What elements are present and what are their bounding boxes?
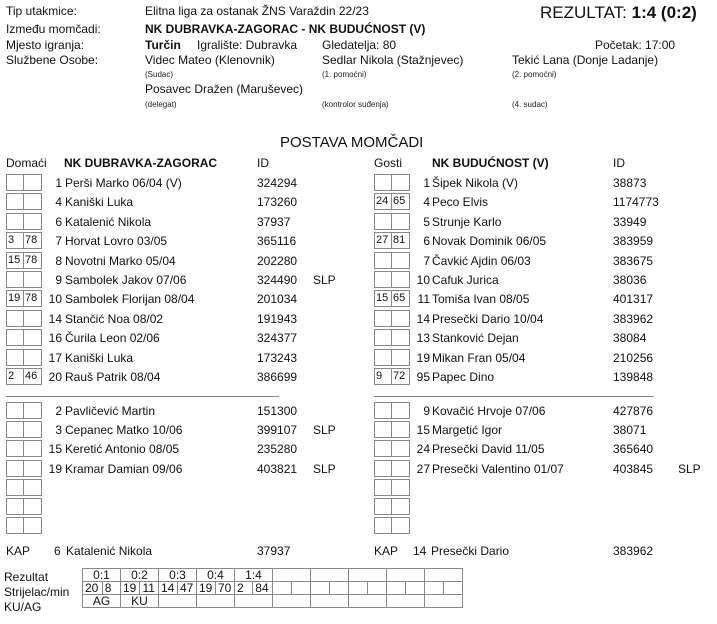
scorer-row [83,582,463,595]
player-sub-minute-box [6,329,23,346]
player-name: Stančić Noa 08/02 [65,311,164,326]
player-id: 173260 [257,195,298,210]
away-captain-name: Presečki Dario [431,544,510,558]
player-id: 324490 [257,273,298,287]
sub-in-number: 27 [376,234,389,247]
sub-box [374,402,391,419]
sub-player-name: Kovačić Hrvoje 07/06 [432,404,546,418]
sub-box [6,498,23,515]
away-subs-separator [374,396,654,397]
scorer-minute-cell [444,582,463,595]
scorer-number-cell [425,582,444,595]
result-block [540,3,697,23]
player-sub-minute-box [6,368,23,385]
score-table [82,568,463,608]
player-id: 386699 [257,370,298,384]
player-note: SLP [313,273,336,287]
scorer-minute-cell: 8 [102,582,120,595]
player-name: Rauš Patrik 08/04 [65,370,161,384]
sub-in-number: 24 [376,195,389,208]
start-time: Početak: 17:00 [595,38,676,52]
sub-player-name: Margetić Igor [432,423,503,438]
player-sub-minute-box [6,213,23,230]
player-number: 17 [48,350,62,365]
sub-box [6,421,23,438]
away-id-header: ID [613,156,625,170]
sub-player-name: Pavličević Martin [65,404,156,418]
player-sub-minute-box [374,252,391,269]
away-kap-label: KAP [374,544,399,558]
sub-box [6,440,23,457]
sub-player-name: Keretić Antonio 08/05 [65,442,180,457]
player-number: 10 [416,273,430,287]
home-kap-label: KAP [6,544,31,558]
sub-box [374,460,391,477]
scorer-minute-cell [330,582,349,595]
sub-player-id: 365640 [613,442,654,457]
player-id: 383962 [613,311,654,326]
sub-player-id: 151300 [257,404,298,418]
player-sub-minute-box [374,349,391,366]
scorer-minute-cell [368,582,387,595]
scorer-number-cell: 20 [83,582,103,595]
player-number: 9 [55,273,62,287]
player-id: 324377 [257,331,298,346]
sub-box [391,498,410,515]
player-number: 6 [55,214,62,229]
spectators-value: Gledatelja: 80 [322,38,397,52]
sub-box [23,498,42,515]
player-name: Katalenić Nikola [65,214,152,229]
player-name: Presečki Dario 10/04 [432,311,544,326]
sub-player-number: 24 [416,442,430,457]
sub-player-number: 15 [48,442,62,457]
player-number: 8 [55,253,62,268]
player-id: 401317 [613,292,654,307]
referee-role: (Sudac) [145,70,174,79]
sub-box [391,479,410,496]
player-name: Čurila Leon 02/06 [65,331,160,346]
player-name: Sambolek Jakov 07/06 [65,273,187,287]
kuag-cell: KU [121,595,159,608]
kuag-row-label: KU/AG [4,600,42,614]
sub-minute: 81 [393,234,406,247]
kuag-cell [387,595,425,608]
player-number: 1 [55,176,62,190]
pitch-value: Igralište: Dubravka [197,38,298,52]
score-cell: 0:4 [197,569,235,582]
player-name: Cafuk Jurica [432,273,499,287]
sub-player-id: 427876 [613,404,654,418]
player-sub-minute-box [6,349,23,366]
kuag-cell [349,595,387,608]
player-sub-minute-box [374,329,391,346]
player-name: Šipek Nikola (V) [432,176,519,190]
player-name: Stanković Dejan [432,331,519,346]
sub-box [6,517,23,534]
away-side-label: Gosti [374,156,403,170]
sub-player-name: Kramar Damian 09/06 [65,461,183,476]
kuag-cell: AG [83,595,121,608]
player-number: 7 [423,253,430,268]
kuag-cell [235,595,273,608]
player-sub-minute-box [374,368,391,385]
kuag-cell [311,595,349,608]
officials-label: Službene Osobe: [6,53,99,67]
sub-box [6,479,23,496]
player-id: 1174773 [613,195,659,210]
sub-player-name: Presečki Valentino 01/07 [432,461,564,476]
player-id: 38873 [613,176,647,190]
player-id: 365116 [257,234,297,249]
player-sub-minute-box [6,252,23,269]
player-number: 4 [55,195,62,210]
sub-player-note: SLP [313,461,336,476]
sub-box [374,421,391,438]
score-cell [425,569,463,582]
sub-box [374,479,391,496]
assistant1-name: Sedlar Nikola (Stažnjevec) [322,53,464,67]
sub-player-number: 27 [416,461,430,476]
scorer-number-cell [349,582,368,595]
player-id: 38084 [613,331,647,346]
sub-in-number: 9 [376,370,383,382]
sub-minute: 65 [393,292,406,305]
scorer-number-cell [387,582,406,595]
player-sub-minute-box [374,193,391,210]
player-id: 383959 [613,234,654,249]
score-cell [273,569,311,582]
player-number: 5 [423,214,430,229]
result-label: REZULTAT: [540,3,627,22]
player-sub-minute-box [6,174,23,191]
player-name: Horvat Lovro 03/05 [65,234,168,249]
player-id: 33949 [613,214,647,229]
player-name: Tomiša Ivan 08/05 [432,292,530,307]
player-number: 7 [55,234,62,249]
player-id: 383675 [613,253,654,268]
player-id: 139848 [613,370,654,384]
player-sub-minute-box [374,290,391,307]
sub-minute: 78 [25,253,38,266]
player-name: Novak Dominik 06/05 [432,234,547,249]
score-cell: 0:1 [83,569,121,582]
score-cell [387,569,425,582]
player-id: 37937 [257,214,291,229]
home-captain-name: Katalenić Nikola [66,544,153,558]
scorer-number-cell: 19 [121,582,140,595]
player-id: 191943 [257,311,298,326]
lineup-title: POSTAVA MOMČADI [280,134,424,151]
player-sub-minute-box [6,290,23,307]
sub-player-name: Cepanec Matko 10/06 [65,423,183,438]
sub-in-number: 2 [8,370,15,382]
player-number: 6 [423,234,430,249]
kuag-cell [273,595,311,608]
scorer-row-label: Strijelac/min [4,585,70,599]
sub-player-id: 235280 [257,442,298,457]
sub-minute: 46 [25,370,38,382]
assistant1-role: (1. pomoćni) [322,70,367,79]
sub-player-id: 403845 [613,461,654,476]
result-row-label: Rezultat [4,570,49,584]
scorer-number-cell [273,582,292,595]
score-cell: 0:3 [159,569,197,582]
sub-box [23,479,42,496]
scorer-minute-cell [406,582,425,595]
score-cell [349,569,387,582]
match-teams: NK DUBRAVKA-ZAGORAC - NK BUDUĆNOST (V) [145,22,426,36]
fourth-official-role: (4. sudac) [512,100,548,109]
player-sub-minute-box [6,232,23,249]
player-name: Čavkić Ajdin 06/03 [432,253,531,268]
sub-minute: 65 [393,195,406,208]
player-id: 324294 [257,176,298,190]
assistant2-role: (2. pomoćni) [512,70,557,79]
player-name: Kaniški Luka [65,195,134,210]
sub-minute: 78 [25,234,38,247]
sub-box [6,460,23,477]
scorer-minute-cell: 47 [178,582,197,595]
sub-player-id: 38071 [613,423,647,438]
scorer-minute-cell: 84 [253,582,273,595]
player-sub-minute-box [374,174,391,191]
sub-box [374,498,391,515]
match-type-label: Tip utakmice: [6,4,77,18]
sub-box [391,517,410,534]
player-number: 4 [423,195,430,210]
delegate-role: (delegat) [145,100,177,109]
player-sub-minute-box [374,213,391,230]
score-cell: 0:2 [121,569,159,582]
player-sub-minute-box [374,271,391,288]
sub-player-name: Presečki David 11/05 [432,442,545,457]
player-id: 38036 [613,273,647,287]
away-captain-number: 14 [413,544,427,558]
sub-minute: 72 [393,370,406,382]
home-id-header: ID [257,156,269,170]
home-captain-id: 37937 [257,544,291,558]
player-number: 16 [48,331,62,346]
away-captain-id: 383962 [613,544,654,558]
player-name: Novotni Marko 05/04 [65,253,176,268]
kuag-row [83,595,463,608]
player-name: Peco Elvis [432,195,489,210]
player-id: 202280 [257,253,298,268]
player-number: 11 [417,292,430,307]
scorer-number-cell: 2 [235,582,253,595]
score-cell: 1:4 [235,569,273,582]
score-row [83,569,463,582]
sub-box [23,517,42,534]
player-name: Papec Dino [432,370,495,384]
sub-player-number: 9 [423,404,430,418]
away-team-name: NK BUDUĆNOST (V) [432,156,549,170]
scorer-minute-cell [292,582,311,595]
player-name: Sambolek Florijan 08/04 [65,292,195,307]
player-number: 20 [48,370,62,384]
sub-player-number: 19 [48,461,62,476]
home-subs-separator [6,396,279,397]
player-name: Mikan Fran 05/04 [432,350,526,365]
scorer-number-cell: 19 [197,582,216,595]
score-cell [311,569,349,582]
player-sub-minute-box [6,271,23,288]
player-number: 10 [48,292,62,307]
competition-name: Elitna liga za ostanak ŽNS Varaždin 22/23 [145,4,369,18]
sub-player-note: SLP [678,461,701,476]
scorer-minute-cell: 11 [140,582,159,595]
player-number: 1 [423,176,430,190]
control-role: (kontrolor suđenja) [322,100,389,109]
sub-in-number: 19 [8,292,21,305]
sub-box [374,440,391,457]
home-captain-number: 6 [54,544,61,558]
player-id: 173243 [257,350,298,365]
sub-box [374,517,391,534]
player-sub-minute-box [374,232,391,249]
scorer-minute-cell: 70 [216,582,235,595]
sub-player-id: 403821 [257,461,298,476]
home-side-label: Domaći [6,156,47,170]
scorer-number-cell [311,582,330,595]
sub-player-number: 15 [416,423,430,438]
player-number: 14 [416,311,430,326]
sub-box [6,402,23,419]
kuag-cell [159,595,197,608]
player-id: 210256 [613,350,654,365]
player-sub-minute-box [374,310,391,327]
player-name: Strunje Karlo [432,214,502,229]
sub-in-number: 15 [8,253,21,266]
player-name: Perši Marko 06/04 (V) [65,176,182,190]
sub-in-number: 3 [8,234,15,247]
player-number: 14 [48,311,62,326]
referee-name: Videc Mateo (Klenovnik) [145,53,275,67]
kuag-cell [197,595,235,608]
scorer-number-cell: 14 [159,582,178,595]
player-name: Kaniški Luka [65,350,134,365]
kuag-cell [425,595,463,608]
player-sub-minute-box [6,193,23,210]
player-number: 13 [416,331,430,346]
assistant2-name: Tekić Lana (Donje Ladanje) [512,53,659,67]
home-team-name: NK DUBRAVKA-ZAGORAC [64,156,218,170]
player-sub-minute-box [6,310,23,327]
player-number: 95 [416,370,430,384]
player-number: 19 [416,350,430,365]
sub-in-number: 15 [376,292,389,305]
delegate-name: Posavec Dražen (Maruševec) [145,82,304,96]
sub-player-number: 2 [55,404,62,418]
player-id: 201034 [257,292,298,307]
sub-minute: 78 [25,292,38,305]
sub-player-number: 3 [55,423,62,438]
between-teams-label: Između momčadi: [6,22,101,36]
result-value: 1:4 (0:2) [631,3,697,22]
sub-player-id: 399107 [257,423,298,438]
venue-value: Turčin [145,38,181,52]
venue-label: Mjesto igranja: [6,38,85,52]
sub-player-note: SLP [313,423,336,438]
